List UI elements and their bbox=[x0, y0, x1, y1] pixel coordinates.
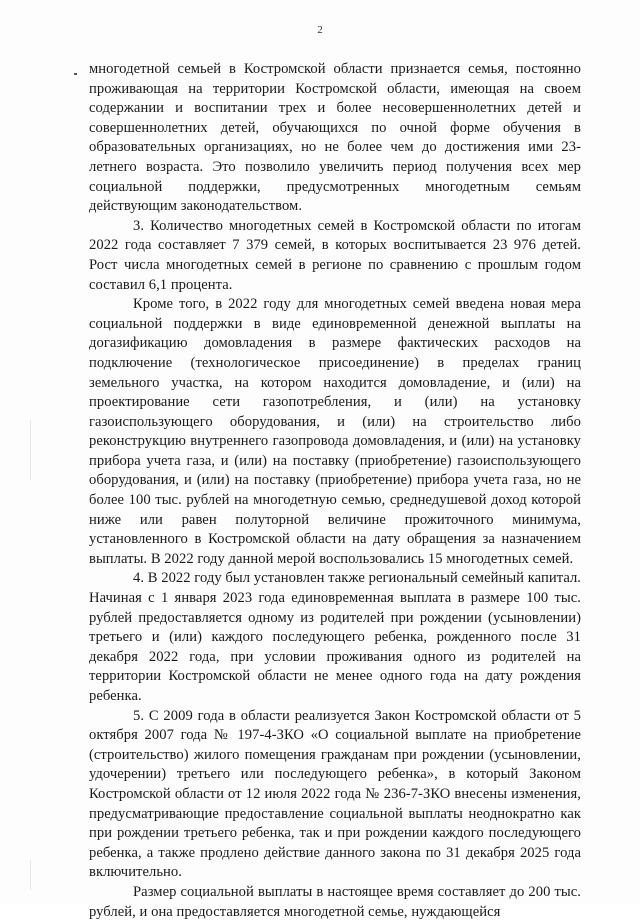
page-number: 2 bbox=[317, 24, 323, 36]
document-body bbox=[89, 60, 581, 922]
paragraph-item-5: 5. С 2009 года в области реализуется Закон Костромской области от 5 октября 2007 года № 197-4-ЗКО «О социальной выплате на приобретение (строительство) жилого помещения гражданам при рождении (усыновлении, удочерении) третьего или последующего ребенка», в который Законом Костромской области от 12 июля 2022 года № 236-7-ЗКО внесены изменения, предусматривающие предоставление социальной выплаты неоднократно как при рождении третьего ребенка, так и при рождении каждого последующего ребенка, а также продлено действие данного закона по 31 декабря 2025 года включительно. bbox=[89, 707, 581, 881]
paragraph-continuation: многодетной семьей в Костромской области признается семья, постоянно проживающая на территории Костромской области, имеющая на своем содержании и воспитании трех и более несовершеннолетних детей и совершеннолетних детей, обучающихся по очной форме обучения в образовательных организациях, но не более чем до достижения ими 23-летнего возраста. Это позволило увеличить период получения всех мер социальной поддержки, предусмотренных многодетным семьям действующим законодательством. bbox=[89, 61, 581, 215]
paragraph-item-3: 3. Количество многодетных семей в Костромской области по итогам 2022 года составляет 7 379 семей, в которых воспитывается 23 976 детей. Рост числа многодетных семей в регионе по сравнению с прошлым годом составил 6,1 процента. bbox=[89, 217, 581, 293]
paragraph-item-4: 4. В 2022 году был установлен также региональный семейный капитал. Начиная с 1 января 2023 года единовременная выплата в размере 100 тыс. рублей предоставляется одному из родителей при рождении (усыновлении) третьего и (или) каждого последующего ребенка, рожденного после 31 декабря 2022 года, при условии проживания одного из родителей на территории Костромской области не менее одного года на дату рождения ребенка. bbox=[89, 570, 582, 704]
paragraph-payment-size: Размер социальной выплаты в настоящее время составляет до 200 тыс. рублей, и она предоставляется многодетной семье, нуждающейся bbox=[89, 883, 581, 920]
scan-artifact-line bbox=[30, 420, 31, 480]
scan-mark bbox=[74, 73, 77, 75]
scan-artifact-line bbox=[30, 860, 31, 890]
paragraph-gasification: Кроме того, в 2022 году для многодетных семей введена новая мера социальной поддержки в виде единовременной денежной выплаты на догазификацию домовладения в размере фактических расходов на подключение (технологическое присоединение) в пределах границ земельного участка, на котором находится домовладение, и (или) на проектирование сети газопотребления, и (или) на установку газоиспользующего оборудования, и (или) на строительство либо реконструкцию внутреннего газопровода домовладения, и (или) на установку прибора учета газа, и (или) на поставку (приобретение) газоиспользующего оборудования, и (или) на поставку (приобретение) прибора учета газа, но не более 100 тыс. рублей на многодетную семью, среднедушевой доход которой ниже или равен полуторной величине прожиточного минимума, установленного в Костромской области на дату обращения за назначением выплаты. В 2022 году данной мерой воспользовались 15 многодетных семей. bbox=[89, 296, 581, 567]
